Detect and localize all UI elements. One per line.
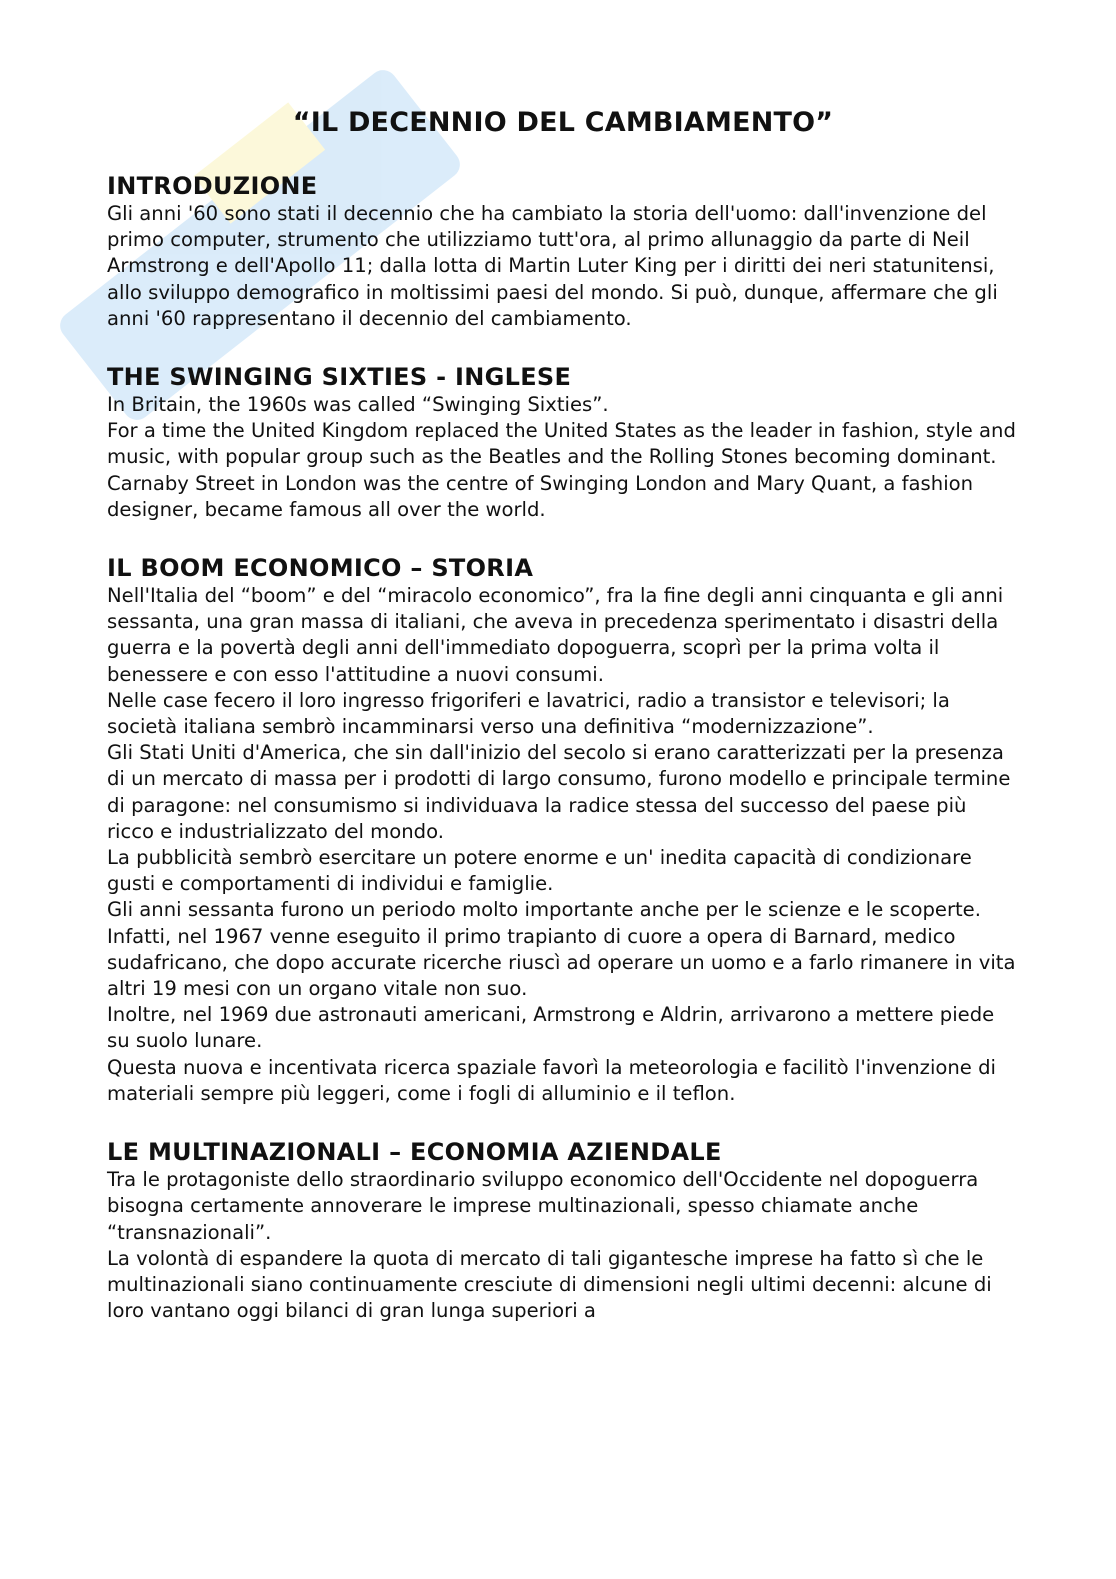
paragraph: Tra le protagoniste dello straordinario sviluppo economico dell'Occidente nel dopoguerra bisogna certamente annoverare le imprese multinazionali, spesso chiamate anche “transnazionali”. bbox=[107, 1168, 979, 1244]
section-heading: LE MULTINAZIONALI – ECONOMIA AZIENDALE bbox=[107, 1138, 722, 1167]
section-heading: THE SWINGING SIXTIES - INGLESE bbox=[107, 363, 572, 392]
paragraph: Inoltre, nel 1969 due astronauti americani, Armstrong e Aldrin, arrivarono a mettere piede su suolo lunare. bbox=[107, 1003, 995, 1053]
paragraph: In Britain, the 1960s was called “Swinging Sixties”. bbox=[107, 393, 609, 417]
section-introduzione bbox=[107, 171, 1019, 332]
paragraph: Gli anni '60 sono stati il decennio che ha cambiato la storia dell'uomo: dall'invenzione del primo computer, strumento che utilizziamo tutt'ora, al primo allunaggio da parte di Neil Armstrong e dell'Apollo 11; dalla lotta di Martin Luter King per i diritti dei neri statunitensi, allo sviluppo demografico in moltissimi paesi del mondo. Si può, dunque, affermare che gli anni '60 rappresentano il decennio del cambiamento. bbox=[107, 202, 998, 330]
section-body bbox=[107, 392, 1019, 523]
paragraph: Infatti, nel 1967 venne eseguito il primo trapianto di cuore a opera di Barnard, medico sudafricano, che dopo accurate ricerche riuscì ad operare un uomo e a farlo rimanere in vita altri 19 mesi con un organo vitale non suo. bbox=[107, 924, 1016, 1001]
section-swinging-sixties bbox=[107, 362, 1019, 523]
section-boom-economico bbox=[107, 553, 1019, 1107]
section-body bbox=[107, 201, 1019, 332]
section-heading: INTRODUZIONE bbox=[107, 172, 318, 200]
paragraph: Gli Stati Uniti d'America, che sin dall'inizio del secolo si erano caratterizzati per la presenza di un mercato di massa per i prodotti di largo consumo, furono modello e principale termine di paragone: nel consumismo si individuava la radice stessa del successo del paese più ricco e industrializzato del mondo. bbox=[107, 741, 1011, 843]
paragraph: Questa nuova e incentivata ricerca spaziale favorì la meteorologia e facilitò l'invenzione di materiali sempre più leggeri, come i fogli di alluminio e il teflon. bbox=[107, 1055, 996, 1105]
paragraph: Nelle case fecero il loro ingresso frigoriferi e lavatrici, radio a transistor e televisori; la società italiana sembrò incamminarsi verso una definitiva “modernizzazione”. bbox=[107, 688, 950, 739]
paragraph: Gli anni sessanta furono un periodo molto importante anche per le scienze e le scoperte. bbox=[107, 898, 981, 922]
paragraph: Carnaby Street in London was the centre of Swinging London and Mary Quant, a fashion designer, became famous all over the world. bbox=[107, 471, 974, 521]
paragraph: For a time the United Kingdom replaced the United States as the leader in fashion, style and music, with popular group such as the Beatles and the Rolling Stones becoming dominant. bbox=[107, 419, 1016, 469]
document-page bbox=[107, 100, 1019, 1324]
section-body bbox=[107, 583, 1019, 1107]
paragraph: La volontà di espandere la quota di mercato di tali gigantesche imprese ha fatto sì che le multinazionali siano continuamente cresciute di dimensioni negli ultimi decenni: alcune di loro vantano oggi bilanci di gran lunga superiori a bbox=[107, 1246, 992, 1323]
section-heading: IL BOOM ECONOMICO – STORIA bbox=[107, 554, 534, 583]
paragraph: Nell'Italia del “boom” e del “miracolo economico”, fra la fine degli anni cinquanta e gli anni sessanta, una gran massa di italiani, che aveva in precedenza sperimentato i disastri della guerra e la povertà degli anni dell'immediato dopoguerra, scoprì per la prima volta il benessere e con esso l'attitudine a nuovi consumi. bbox=[107, 584, 1004, 686]
section-multinazionali bbox=[107, 1137, 1019, 1324]
paragraph: La pubblicità sembrò esercitare un potere enorme e un' inedita capacità di condizionare gusti e comportamenti di individui e famiglie. bbox=[107, 846, 972, 896]
section-body bbox=[107, 1167, 1019, 1324]
document-title: “IL DECENNIO DEL CAMBIAMENTO” bbox=[292, 107, 834, 138]
